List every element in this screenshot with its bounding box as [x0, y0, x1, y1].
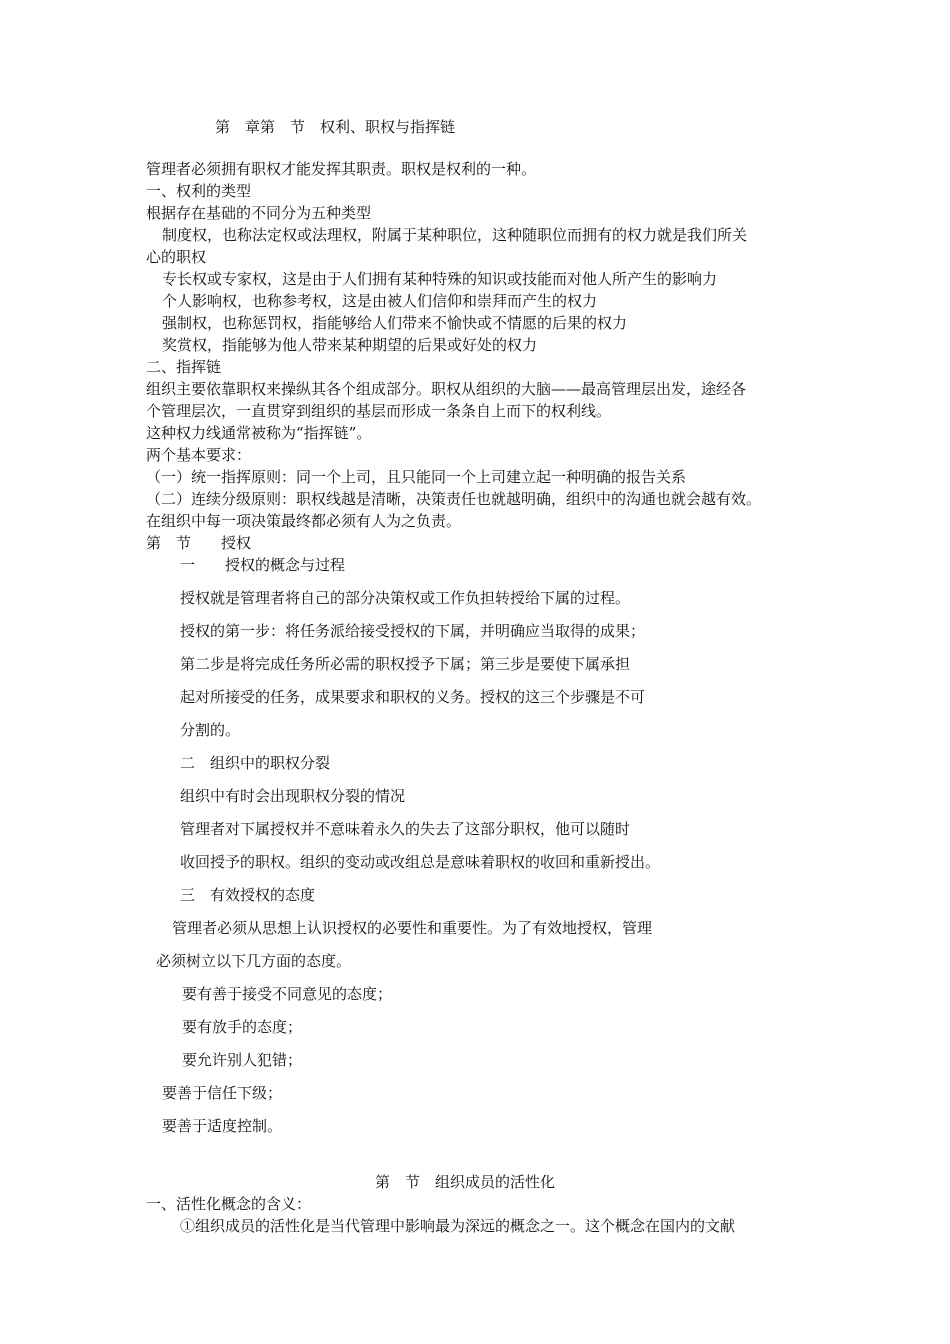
paragraph-line: 心的职权 — [146, 248, 207, 266]
paragraph-line: 必须树立以下几方面的态度。 — [156, 952, 352, 970]
paragraph-line: 两个基本要求： — [146, 446, 252, 464]
paragraph-line: （二）连续分级原则：职权线越是清晰，决策责任也就越明确，组织中的沟通也就会越有效。 — [146, 490, 762, 508]
paragraph-line: 分割的。 — [180, 721, 241, 739]
paragraph-line: 强制权，也称惩罚权，指能够给人们带来不愉快或不情愿的后果的权力 — [162, 314, 628, 332]
paragraph-line: 制度权，也称法定权或法理权，附属于某种职位，这种随职位而拥有的权力就是我们所关 — [162, 226, 748, 244]
section-title: 第 节 组织成员的活性化 — [375, 1173, 556, 1191]
paragraph-line: 根据存在基础的不同分为五种类型 — [146, 204, 372, 222]
paragraph-line: 管理者对下属授权并不意味着永久的失去了这部分职权，他可以随时 — [180, 820, 631, 838]
paragraph-line: 第二步是将完成任务所必需的职权授予下属；第三步是要使下属承担 — [180, 655, 631, 673]
list-item: 要善于信任下级； — [162, 1084, 283, 1102]
paragraph-line: 专长权或专家权，这是由于人们拥有某种特殊的知识或技能而对他人所产生的影响力 — [162, 270, 718, 288]
paragraph-line: ①组织成员的活性化是当代管理中影响最为深远的概念之一。这个概念在国内的文献 — [180, 1217, 736, 1235]
paragraph-line: 奖赏权，指能够为他人带来某种期望的后果或好处的权力 — [162, 336, 538, 354]
section-heading: 一、权利的类型 — [146, 182, 252, 200]
paragraph-line: 个人影响权，也称参考权，这是由被人们信仰和崇拜而产生的权力 — [162, 292, 598, 310]
paragraph-line: 个管理层次，一直贯穿到组织的基层而形成一条条自上而下的权利线。 — [146, 402, 612, 420]
paragraph-line: 组织中有时会出现职权分裂的情况 — [180, 787, 406, 805]
list-item: 要善于适度控制。 — [162, 1117, 283, 1135]
subsection-heading: 一 授权的概念与过程 — [180, 556, 346, 574]
paragraph-line: 授权的第一步：将任务派给接受授权的下属，并明确应当取得的成果； — [180, 622, 646, 640]
paragraph-line: 管理者必须从思想上认识授权的必要性和重要性。为了有效地授权，管理 — [172, 919, 653, 937]
section-heading: 二、指挥链 — [146, 358, 222, 376]
paragraph-line: 这种权力线通常被称为“指挥链”。 — [146, 424, 372, 442]
section-title: 第 节 授权 — [146, 534, 252, 552]
subsection-heading: 三 有效授权的态度 — [180, 886, 316, 904]
list-item: 要允许别人犯错； — [182, 1051, 303, 1069]
paragraph-line: 授权就是管理者将自己的部分决策权或工作负担转授给下属的过程。 — [180, 589, 631, 607]
paragraph-line: 在组织中每一项决策最终都必须有人为之负责。 — [146, 512, 462, 530]
paragraph-line: 起对所接受的任务，成果要求和职权的义务。授权的这三个步骤是不可 — [180, 688, 646, 706]
intro-line: 管理者必须拥有职权才能发挥其职责。职权是权利的一种。 — [146, 160, 537, 178]
paragraph-line: 收回授予的职权。组织的变动或改组总是意味着职权的收回和重新授出。 — [180, 853, 661, 871]
paragraph-line: （一）统一指挥原则：同一个上司，且只能同一个上司建立起一种明确的报告关系 — [146, 468, 687, 486]
list-item: 要有善于接受不同意见的态度； — [182, 985, 393, 1003]
paragraph-line: 组织主要依靠职权来操纵其各个组成部分。职权从组织的大脑——最高管理层出发，途经各 — [146, 380, 747, 398]
list-item: 要有放手的态度； — [182, 1018, 303, 1036]
subsection-heading: 二 组织中的职权分裂 — [180, 754, 331, 772]
chapter-title: 第 章第 节 权利、职权与指挥链 — [215, 118, 456, 136]
section-heading: 一、活性化概念的含义： — [146, 1195, 312, 1213]
